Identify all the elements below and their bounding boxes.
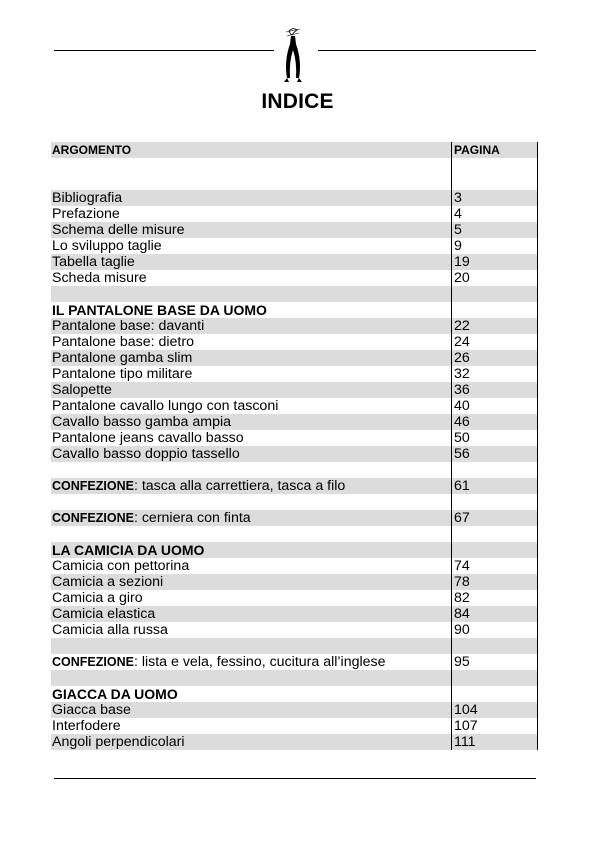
entry-title: Giacca base — [52, 702, 131, 718]
table-row — [51, 350, 538, 366]
entry-title: Angoli perpendicolari — [52, 734, 185, 750]
entry-title: Scheda misure — [52, 270, 147, 286]
confezione-description: : lista e vela, fessino, cucitura all’inglese — [133, 654, 386, 670]
empty-cell — [454, 462, 534, 478]
table-row — [51, 718, 538, 734]
entry-page-number: 4 — [454, 206, 462, 222]
spacer-row — [51, 494, 538, 510]
spacer-row — [51, 286, 538, 302]
entry-title: Camicia a giro — [52, 590, 143, 606]
section-title: GIACCA DA UOMO — [52, 686, 178, 702]
entry-page-number: 46 — [454, 414, 470, 430]
entry-title: Bibliografia — [52, 190, 123, 206]
table-row — [51, 414, 538, 430]
entry-page-number: 50 — [454, 430, 470, 446]
empty-cell — [52, 670, 450, 686]
empty-cell — [454, 174, 534, 190]
table-row — [51, 478, 538, 494]
table-row — [51, 254, 538, 270]
table-row — [51, 510, 538, 526]
entry-title: Pantalone base: dietro — [52, 334, 194, 350]
column-header-page: PAGINA — [454, 143, 500, 157]
confezione-label: CONFEZIONE — [52, 655, 134, 669]
table-header-row — [51, 142, 538, 158]
entry-title: Salopette — [52, 382, 112, 398]
column-header-topic: ARGOMENTO — [52, 143, 132, 157]
section-title: IL PANTALONE BASE DA UOMO — [52, 302, 267, 318]
entry-page-number: 90 — [454, 622, 470, 638]
header-rule-left — [54, 50, 274, 51]
table-right-border — [537, 142, 538, 750]
footer-rule — [54, 778, 536, 779]
empty-cell — [52, 462, 450, 478]
column-divider — [451, 142, 452, 750]
empty-cell — [52, 526, 450, 542]
table-row — [51, 222, 538, 238]
entry-page-number: 84 — [454, 606, 470, 622]
entry-title: Pantalone cavallo lungo con tasconi — [52, 398, 279, 414]
table-row — [51, 318, 538, 334]
entry-page-number: 67 — [454, 510, 470, 526]
entry-page-number: 104 — [454, 702, 478, 718]
section-heading-row — [51, 686, 538, 702]
empty-cell — [454, 638, 534, 654]
entry-title: Tabella taglie — [52, 254, 135, 270]
confezione-description: : cerniera con finta — [133, 510, 251, 526]
spacer-row — [51, 462, 538, 478]
entry-title: Cavallo basso doppio tassello — [52, 446, 240, 462]
entry-title: Pantalone gamba slim — [52, 350, 193, 366]
section-title: LA CAMICIA DA UOMO — [52, 542, 205, 558]
header-rule-right — [318, 50, 536, 51]
table-row — [51, 334, 538, 350]
table-row — [51, 430, 538, 446]
entry-page-number: 82 — [454, 590, 470, 606]
entry-page-number: 40 — [454, 398, 470, 414]
confezione-entry — [52, 654, 450, 670]
index-table — [51, 142, 538, 750]
entry-page-number: 78 — [454, 574, 470, 590]
entry-title: Schema delle misure — [52, 222, 185, 238]
entry-page-number: 22 — [454, 318, 470, 334]
table-row — [51, 190, 538, 206]
entry-page-number: 24 — [454, 334, 470, 350]
spacer-row — [51, 638, 538, 654]
empty-cell — [52, 494, 450, 510]
table-row — [51, 606, 538, 622]
table-row — [51, 366, 538, 382]
entry-title: Interfodere — [52, 718, 121, 734]
entry-title: Prefazione — [52, 206, 120, 222]
confezione-entry — [52, 478, 450, 494]
entry-page-number: 3 — [454, 190, 462, 206]
table-row — [51, 446, 538, 462]
table-row — [51, 398, 538, 414]
empty-cell — [52, 158, 450, 174]
entry-page-number: 36 — [454, 382, 470, 398]
table-row — [51, 654, 538, 670]
entry-page-number: 111 — [454, 734, 476, 750]
entry-page-number: 95 — [454, 654, 470, 670]
confezione-description: : tasca alla carrettiera, tasca a filo — [133, 478, 346, 494]
entry-title: Camicia con pettorina — [52, 558, 190, 574]
entry-page-number: 9 — [454, 238, 462, 254]
empty-cell — [454, 526, 534, 542]
entry-page-number: 74 — [454, 558, 470, 574]
spacer-row — [51, 174, 538, 190]
table-row — [51, 702, 538, 718]
entry-title: Camicia alla russa — [52, 622, 168, 638]
table-row — [51, 238, 538, 254]
table-row — [51, 270, 538, 286]
empty-cell — [52, 174, 450, 190]
empty-cell — [52, 638, 450, 654]
table-row — [51, 622, 538, 638]
entry-title: Pantalone tipo militare — [52, 366, 193, 382]
entry-page-number: 107 — [454, 718, 478, 734]
page-title: INDICE — [261, 90, 334, 113]
empty-cell — [454, 494, 534, 510]
entry-page-number: 5 — [454, 222, 462, 238]
entry-title: Lo sviluppo taglie — [52, 238, 162, 254]
table-row — [51, 206, 538, 222]
confezione-label: CONFEZIONE — [52, 479, 134, 493]
table-row — [51, 574, 538, 590]
confezione-label: CONFEZIONE — [52, 511, 134, 525]
entry-title: Camicia a sezioni — [52, 574, 164, 590]
table-row — [51, 590, 538, 606]
empty-cell — [454, 670, 534, 686]
table-row — [51, 382, 538, 398]
empty-cell — [454, 158, 534, 174]
empty-cell — [454, 286, 534, 302]
spacer-row — [51, 526, 538, 542]
entry-page-number: 61 — [454, 478, 470, 494]
spacer-row — [51, 158, 538, 174]
entry-page-number: 56 — [454, 446, 470, 462]
tailor-figure-logo-icon — [278, 26, 308, 84]
entry-page-number: 19 — [454, 254, 470, 270]
spacer-row — [51, 670, 538, 686]
entry-page-number: 26 — [454, 350, 470, 366]
entry-page-number: 32 — [454, 366, 470, 382]
section-heading-row — [51, 302, 538, 318]
entry-title: Cavallo basso gamba ampia — [52, 414, 232, 430]
confezione-entry — [52, 510, 450, 526]
section-heading-row — [51, 542, 538, 558]
table-row — [51, 734, 538, 750]
table-row — [51, 558, 538, 574]
empty-cell — [52, 286, 450, 302]
entry-title: Pantalone base: davanti — [52, 318, 205, 334]
entry-title: Camicia elastica — [52, 606, 156, 622]
entry-page-number: 20 — [454, 270, 470, 286]
entry-title: Pantalone jeans cavallo basso — [52, 430, 244, 446]
